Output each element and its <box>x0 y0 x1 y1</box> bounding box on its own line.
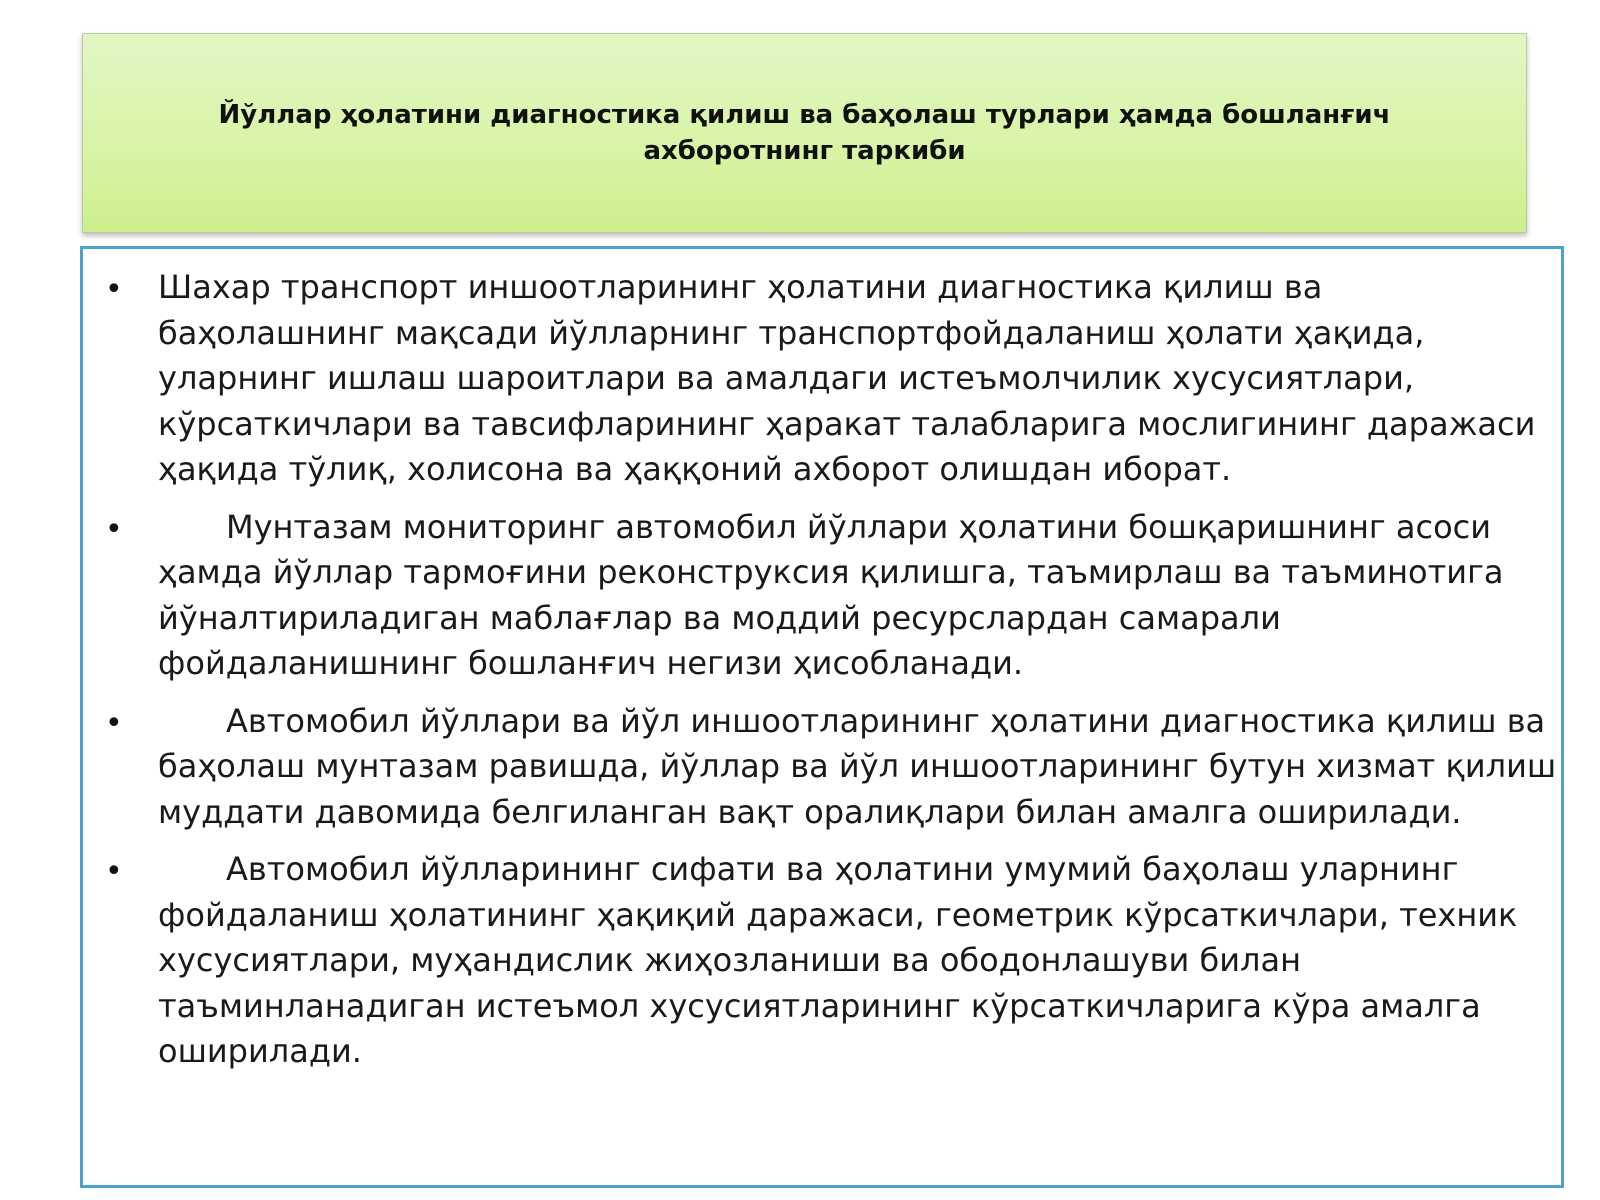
bullet-text: Автомобил йўллари ва йўл иншоотларининг ҳолатини диагностика қилиш ва баҳолаш мунтазам равишда, йўллар ва йўл иншоотларининг бутун хизмат қилиш муддати давомида белгиланган вақт оралиқлари билан амалга оширилади. <box>158 701 1557 831</box>
bullet-text: Шахар транспорт иншоотларининг ҳолатини диагностика қилиш ва баҳолашнинг мақсади йўлларнинг транспортфойдаланиш ҳолати ҳақида, уларнинг ишлаш шароитлари ва амалдаги истеъмолчилик хусусиятлари, кўрсаткичлари ва тавсифларининг ҳаракат талабларига мослигининг даражаси ҳақида тўлиқ, холисона ва ҳаққоний ахборот олишдан иборат. <box>158 268 1536 488</box>
bullet-item <box>83 847 1563 1075</box>
bullet-item <box>83 699 1563 836</box>
bullet-text: Автомобил йўлларининг сифати ва ҳолатини умумий баҳолаш уларнинг фойдаланиш ҳолатининг ҳақиқий даражаси, геометрик кўрсаткичлари, техник хусусиятлари, муҳандислик жиҳозланиши ва ободонлашуви билан таъминланадиган истеъмол хусусиятларининг кўрсаткичларига кўра амалга оширилади. <box>158 850 1518 1070</box>
slide-content-box <box>80 246 1564 1188</box>
slide-title-box <box>82 33 1527 233</box>
bullet-item <box>83 505 1563 687</box>
slide-title: Йўллар ҳолатини диагностика қилиш ва баҳолаш турлари ҳамда бошланғич ахборотнинг таркиби <box>218 100 1391 166</box>
bullet-list <box>83 265 1563 1087</box>
bullet-icon: • <box>105 511 123 547</box>
bullet-item <box>83 265 1563 493</box>
bullet-icon: • <box>105 705 123 741</box>
bullet-text: Мунтазам мониторинг автомобил йўллари ҳолатини бошқаришнинг асоси ҳамда йўллар тармоғини реконструксия қилишга, таъмирлаш ва таъминотига йўналтириладиган маблағлар ва моддий ресурслардан самарали фойдаланишнинг бошланғич негизи ҳисобланади. <box>158 507 1504 682</box>
bullet-icon: • <box>105 272 123 307</box>
bullet-icon: • <box>105 854 123 889</box>
